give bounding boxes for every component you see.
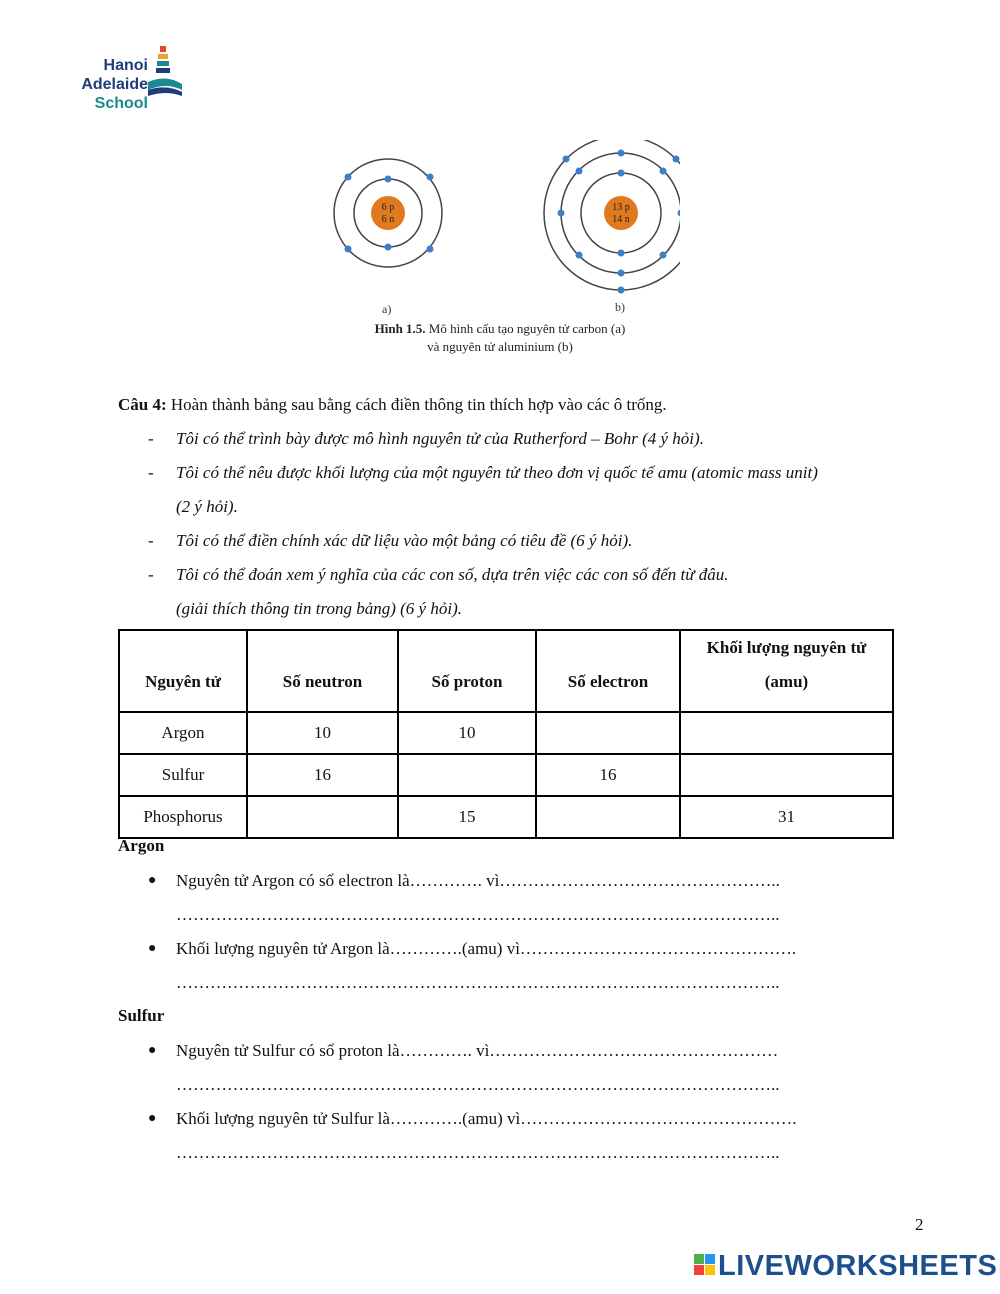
page-number: 2 [915, 1215, 924, 1234]
question-text: Hoàn thành bảng sau bằng cách điền thông tin thích hợp vào các ô trống. [166, 395, 667, 414]
caption-text: Mô hình cấu tạo nguyên tử carbon (a) [425, 321, 626, 336]
atom-diagram [320, 140, 680, 320]
argon-electron-answer[interactable]: Nguyên tử Argon có số electron là…………. vì………………………………………….. [176, 871, 780, 890]
label-b: b) [615, 300, 625, 314]
watermark-text: LIVEWORKSHEETS [718, 1250, 998, 1282]
sulfur-mass-reason[interactable]: …………………………………………………………………………………………….. [176, 1143, 780, 1162]
cell-electron-input[interactable] [536, 712, 680, 754]
liveworksheets-logo-icon [694, 1254, 716, 1276]
aluminium-neutrons: 14 n [612, 214, 630, 225]
cell-neutron: 10 [247, 712, 398, 754]
header-proton: Số proton [398, 630, 536, 712]
aluminium-protons: 13 p [612, 202, 630, 213]
carbon-protons: 6 p [381, 202, 395, 213]
aluminium-atom [544, 140, 680, 294]
header-neutron: Số neutron [247, 630, 398, 712]
sulfur-heading: Sulfur [118, 1006, 165, 1025]
school-logo [66, 44, 186, 119]
cell-neutron-input[interactable] [247, 796, 398, 838]
cell-mass: 31 [680, 796, 893, 838]
header-electron: Số electron [536, 630, 680, 712]
cell-proton: 10 [398, 712, 536, 754]
header-mass: Khối lượng nguyên tử (amu) [680, 630, 893, 712]
cell-atom: Phosphorus [119, 796, 247, 838]
atom-data-table [118, 629, 894, 839]
sulfur-proton-reason[interactable]: …………………………………………………………………………………………….. [176, 1075, 780, 1094]
cell-atom: Sulfur [119, 754, 247, 796]
logo-line-hanoi: Hanoi [103, 57, 148, 74]
caption-bold: Hình 1.5. [374, 321, 426, 336]
argon-mass-reason[interactable]: …………………………………………………………………………………………….. [176, 973, 780, 992]
logo-line-adelaide: Adelaide [81, 76, 148, 93]
carbon-atom [334, 159, 442, 267]
cell-mass-input[interactable] [680, 754, 893, 796]
caption-line2: và nguyên tử aluminium (b) [427, 339, 573, 354]
cell-neutron: 16 [247, 754, 398, 796]
cell-atom: Argon [119, 712, 247, 754]
sulfur-proton-answer[interactable]: Nguyên tử Sulfur có số proton là…………. vì…………………………………………… [176, 1041, 779, 1060]
table-row [119, 796, 893, 838]
argon-electron-reason[interactable]: …………………………………………………………………………………………….. [176, 905, 780, 924]
lighthouse-icon [146, 44, 186, 104]
liveworksheets-watermark [694, 1250, 998, 1286]
label-a: a) [382, 302, 392, 316]
cell-proton: 15 [398, 796, 536, 838]
header-atom: Nguyên tử [119, 630, 247, 712]
cell-electron: 16 [536, 754, 680, 796]
carbon-neutrons: 6 n [381, 214, 395, 225]
table-row [119, 754, 893, 796]
cell-mass-input[interactable] [680, 712, 893, 754]
table-row [119, 712, 893, 754]
question-label: Câu 4: [118, 395, 167, 414]
figure-caption [320, 320, 680, 356]
argon-heading: Argon [118, 836, 165, 855]
question-4 [118, 395, 667, 415]
logo-line-school: School [94, 95, 148, 112]
sulfur-mass-answer[interactable]: Khối lượng nguyên tử Sulfur là………….(amu) vì…………………………………………. [176, 1109, 797, 1128]
cell-proton-input[interactable] [398, 754, 536, 796]
table-header-row [119, 630, 893, 712]
argon-mass-answer[interactable]: Khối lượng nguyên tử Argon là………….(amu) vì…………………………………………. [176, 939, 797, 958]
cell-electron-input[interactable] [536, 796, 680, 838]
